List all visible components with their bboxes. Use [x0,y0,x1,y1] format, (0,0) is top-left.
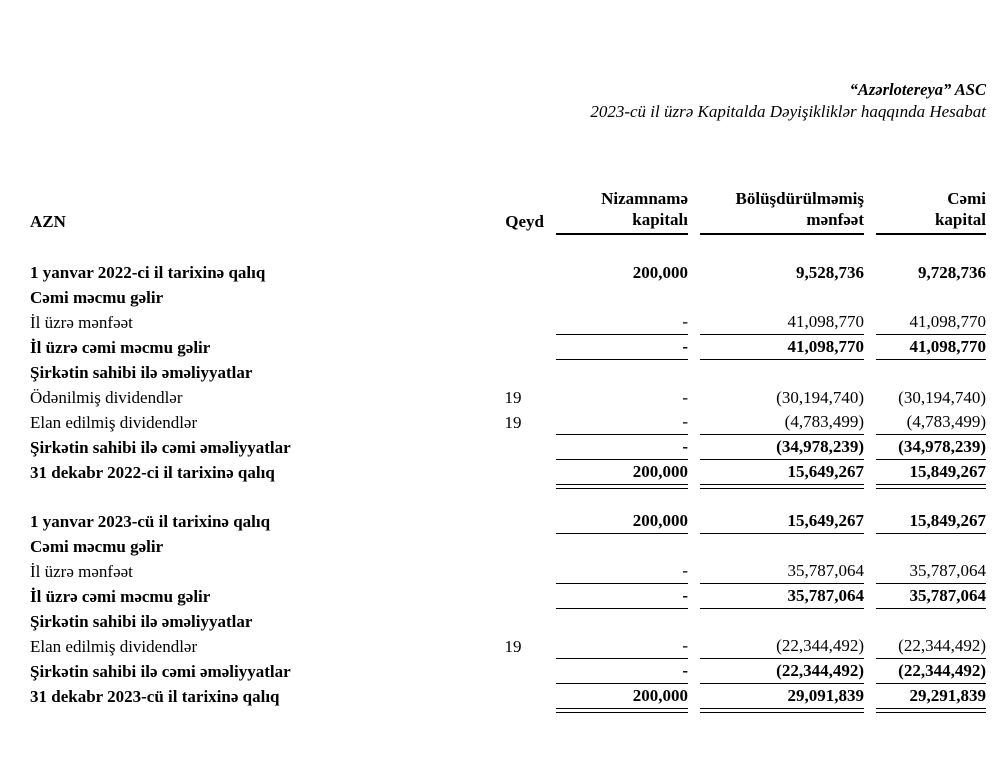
row-label: Şirkətin sahibi ilə cəmi əməliyyatlar [30,438,291,457]
equity-table [30,188,986,709]
amount-share-capital: - [556,310,688,335]
amount-retained-earnings: 9,528,736 [796,263,864,282]
amount-share-capital: 200,000 [556,509,688,534]
amount-total-equity: (4,783,499) [876,410,986,435]
table-row [30,335,986,360]
table-row [30,609,986,634]
row-label: İl üzrə mənfəət [30,313,133,332]
note-ref [482,684,544,709]
amount-share-capital: 200,000 [556,460,688,485]
note-ref [482,260,544,285]
amount-share-capital [556,609,688,634]
amount-retained-earnings: (30,194,740) [776,388,864,407]
amount-share-capital: - [556,634,688,659]
row-label: Şirkətin sahibi ilə əməliyyatlar [30,612,253,631]
table-row [30,410,986,435]
amount-total-equity [876,609,986,634]
table-row [30,509,986,534]
amount-total-equity: 9,728,736 [918,263,986,282]
amount-retained-earnings [700,534,864,559]
row-label: 1 yanvar 2022-ci il tarixinə qalıq [30,263,266,282]
amount-share-capital: - [556,584,688,609]
table-row [30,435,986,460]
amount-share-capital: - [682,388,688,407]
table-row [30,584,986,609]
note-ref: 19 [504,637,522,656]
note-ref [482,559,544,584]
amount-share-capital: - [556,335,688,360]
table-row [30,460,986,485]
amount-share-capital: - [556,435,688,460]
row-label: İl üzrə mənfəət [30,562,133,581]
row-label: İl üzrə cəmi məcmu gəlir [30,587,211,606]
amount-total-equity: 35,787,064 [876,584,986,609]
row-label: 1 yanvar 2023-cü il tarixinə qalıq [30,512,271,531]
amount-total-equity: (22,344,492) [876,659,986,684]
company-name: “Azərlotereya” ASC [849,80,986,99]
note-ref [482,609,544,634]
report-title: 2023-cü il üzrə Kapitalda Dəyişikliklər haqqında Hesabat [590,102,986,121]
row-label: 31 dekabr 2022-ci il tarixinə qalıq [30,463,275,482]
row-label: Ödənilmiş dividendlər [30,388,183,407]
amount-total-equity: 41,098,770 [876,335,986,360]
note-ref: 19 [504,388,522,407]
column-header-total-equity: Cəmi kapital [876,188,986,235]
note-ref [482,335,544,360]
amount-total-equity: (22,344,492) [876,634,986,659]
row-label: Şirkətin sahibi ilə cəmi əməliyyatlar [30,662,291,681]
note-ref: 19 [504,413,522,432]
column-header-retained-earnings: Bölüşdürülməmiş mənfəət [700,188,864,235]
amount-retained-earnings: 15,649,267 [700,460,864,485]
amount-retained-earnings: (4,783,499) [700,410,864,435]
note-ref [482,360,544,385]
amount-share-capital: 200,000 [632,263,688,282]
amount-share-capital [556,360,688,385]
table-row [30,310,986,335]
amount-total-equity: 15,849,267 [876,509,986,534]
table-header [30,188,986,235]
amount-total-equity: (34,978,239) [876,435,986,460]
table-row [30,360,986,385]
table-row [30,559,986,584]
amount-retained-earnings: 41,098,770 [700,335,864,360]
note-ref [482,534,544,559]
amount-share-capital: - [556,659,688,684]
row-label: 31 dekabr 2023-cü il tarixinə qalıq [30,687,280,706]
amount-retained-earnings: 29,091,839 [700,684,864,709]
amount-share-capital [556,285,688,310]
table-row [30,659,986,684]
amount-retained-earnings [700,609,864,634]
document-header [30,80,986,122]
row-label: İl üzrə cəmi məcmu gəlir [30,338,211,357]
amount-share-capital [556,534,688,559]
table-row [30,534,986,559]
row-label: Elan edilmiş dividendlər [30,413,198,432]
amount-total-equity [876,534,986,559]
amount-total-equity: 29,291,839 [876,684,986,709]
table-body [30,260,986,709]
amount-retained-earnings: 15,649,267 [700,509,864,534]
amount-retained-earnings: 35,787,064 [700,584,864,609]
note-ref [482,509,544,534]
amount-total-equity: 35,787,064 [876,559,986,584]
column-header-note: Qeyd [505,212,544,231]
amount-retained-earnings: 41,098,770 [700,310,864,335]
amount-total-equity [876,360,986,385]
note-ref [482,460,544,485]
amount-retained-earnings [700,360,864,385]
note-ref [482,310,544,335]
row-label: Cəmi məcmu gəlir [30,537,164,556]
table-row [30,260,986,285]
amount-share-capital: 200,000 [556,684,688,709]
table-row [30,634,986,659]
note-ref [482,584,544,609]
table-row [30,285,986,310]
amount-retained-earnings: (34,978,239) [700,435,864,460]
amount-retained-earnings [700,285,864,310]
row-label: Şirkətin sahibi ilə əməliyyatlar [30,363,253,382]
column-header-share-capital: Nizamnamə kapitalı [556,188,688,235]
amount-share-capital: - [556,559,688,584]
note-ref [482,659,544,684]
note-ref [482,435,544,460]
amount-total-equity: 15,849,267 [876,460,986,485]
amount-retained-earnings: 35,787,064 [700,559,864,584]
amount-total-equity: 41,098,770 [876,310,986,335]
amount-total-equity [876,285,986,310]
amount-share-capital: - [556,410,688,435]
table-row [30,684,986,709]
table-row [30,385,986,410]
amount-retained-earnings: (22,344,492) [700,659,864,684]
row-label: Cəmi məcmu gəlir [30,288,164,307]
amount-total-equity: (30,194,740) [898,388,986,407]
amount-retained-earnings: (22,344,492) [700,634,864,659]
column-header-azn: AZN [30,212,66,231]
row-label: Elan edilmiş dividendlər [30,637,198,656]
note-ref [482,285,544,310]
